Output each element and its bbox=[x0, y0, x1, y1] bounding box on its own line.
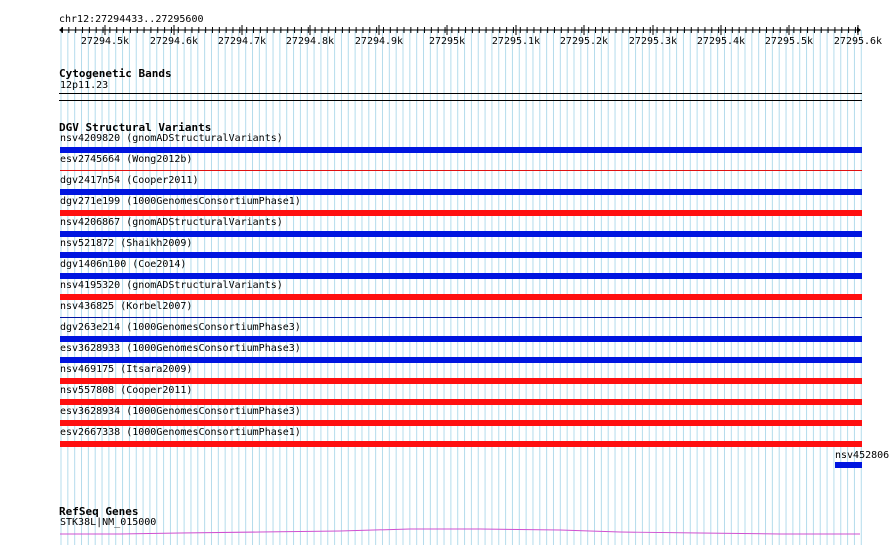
dgv-feature-bar[interactable] bbox=[60, 420, 862, 426]
ruler-tick-label: 27294.9k bbox=[354, 36, 404, 47]
dgv-feature-label: nsv469175 (Itsara2009) bbox=[60, 364, 193, 375]
dgv-feature-label: dgv263e214 (1000GenomesConsortiumPhase3) bbox=[60, 322, 301, 333]
dgv-feature-label: nsv557808 (Cooper2011) bbox=[60, 385, 193, 396]
dgv-feature-label: nsv452806 bbox=[835, 450, 890, 461]
dgv-feature-label: nsv4195320 (gnomADStructuralVariants) bbox=[60, 280, 283, 291]
ruler-tick-label: 27294.7k bbox=[217, 36, 267, 47]
dgv-feature-label: nsv436825 (Korbel2007) bbox=[60, 301, 193, 312]
dgv-feature-bar[interactable] bbox=[60, 378, 862, 384]
ruler-tick-label: 27295.2k bbox=[559, 36, 609, 47]
ruler-tick-label: 27294.6k bbox=[149, 36, 199, 47]
ruler-tick-label: 27295.5k bbox=[764, 36, 814, 47]
dgv-feature-bar[interactable] bbox=[60, 147, 862, 153]
dgv-feature-bar[interactable] bbox=[60, 189, 862, 195]
gene-label: STK38L|NM_015000 bbox=[60, 517, 157, 528]
ruler-tick-label: 27294.5k bbox=[80, 36, 130, 47]
cytoband-track-title[interactable]: Cytogenetic Bands bbox=[59, 67, 172, 80]
dgv-feature-bar[interactable] bbox=[60, 210, 862, 216]
ruler bbox=[0, 24, 890, 48]
dgv-feature-label: esv2667338 (1000GenomesConsortiumPhase1) bbox=[60, 427, 301, 438]
dgv-feature-label: esv3628934 (1000GenomesConsortiumPhase3) bbox=[60, 406, 301, 417]
dgv-feature-label: esv3628933 (1000GenomesConsortiumPhase3) bbox=[60, 343, 301, 354]
dgv-feature-bar[interactable] bbox=[60, 273, 862, 279]
ruler-tick-label: 27295k bbox=[428, 36, 466, 47]
ruler-tick-label: 27294.8k bbox=[285, 36, 335, 47]
dgv-feature-bar[interactable] bbox=[60, 170, 862, 171]
ruler-left-arrow bbox=[59, 27, 63, 33]
dgv-feature-label: dgv1406n100 (Coe2014) bbox=[60, 259, 187, 270]
refseq-track-title[interactable]: RefSeq Genes bbox=[59, 505, 139, 518]
dgv-feature-bar[interactable] bbox=[60, 441, 862, 447]
dgv-feature-bar[interactable] bbox=[60, 336, 862, 342]
location-label: chr12:27294433..27295600 bbox=[59, 14, 204, 25]
dgv-feature-bar[interactable] bbox=[60, 317, 862, 318]
dgv-feature-label: nsv4206867 (gnomADStructuralVariants) bbox=[60, 217, 283, 228]
ruler-tick-label: 27295.4k bbox=[696, 36, 746, 47]
dgv-feature-bar[interactable] bbox=[60, 231, 862, 237]
dgv-feature-label: dgv271e199 (1000GenomesConsortiumPhase1) bbox=[60, 196, 301, 207]
cytoband-label: 12p11.23 bbox=[60, 80, 109, 91]
dgv-feature-bar[interactable] bbox=[60, 294, 862, 300]
dgv-feature-label: dgv2417n54 (Cooper2011) bbox=[60, 175, 199, 186]
dgv-feature-label: nsv4209820 (gnomADStructuralVariants) bbox=[60, 133, 283, 144]
dgv-feature-label: nsv521872 (Shaikh2009) bbox=[60, 238, 193, 249]
dgv-feature-label: esv2745664 (Wong2012b) bbox=[60, 154, 193, 165]
dgv-feature-bar[interactable] bbox=[60, 252, 862, 258]
dgv-feature-bar[interactable] bbox=[60, 399, 862, 405]
ruler-tick-label: 27295.1k bbox=[491, 36, 541, 47]
ruler-tick-label: 27295.3k bbox=[628, 36, 678, 47]
ruler-tick-label: 27295.6k bbox=[833, 36, 883, 47]
gene-intron-line bbox=[60, 529, 860, 534]
cytoband-bar[interactable] bbox=[59, 93, 862, 94]
cytoband-divider bbox=[59, 100, 862, 101]
dgv-track-title[interactable]: DGV Structural Variants bbox=[59, 121, 212, 134]
dgv-feature-bar[interactable] bbox=[60, 357, 862, 363]
gene-model[interactable] bbox=[0, 526, 890, 538]
dgv-feature-bar[interactable] bbox=[835, 462, 862, 468]
